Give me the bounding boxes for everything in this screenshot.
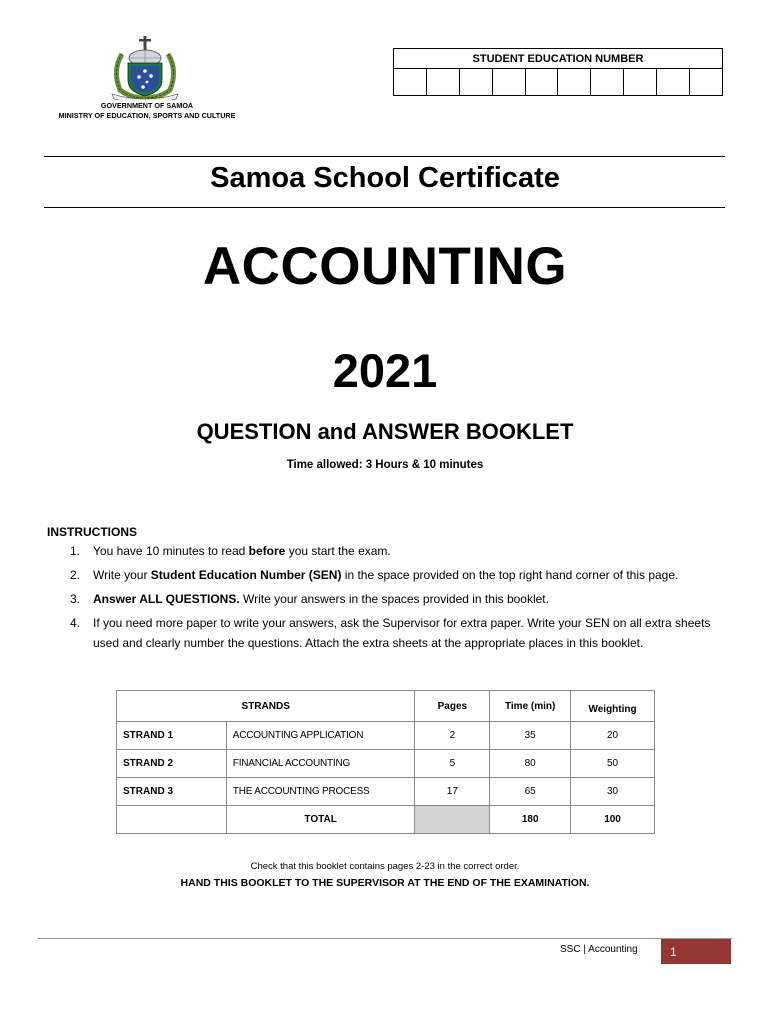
sen-label: STUDENT EDUCATION NUMBER: [394, 49, 723, 69]
footer-divider: [38, 938, 732, 939]
sen-digit-box[interactable]: [657, 69, 690, 96]
header-strands: STRANDS: [117, 691, 415, 722]
instruction-number: 2.: [70, 568, 81, 582]
instruction-emphasis: before: [248, 544, 286, 558]
strand-time: 65: [490, 778, 571, 806]
instruction-run: If you need more paper to write your answers, ask the Supervisor for extra paper. Write your SEN on all extra sheets used and clearly number the questions. Attach the extra sheets at the appropriate places in this booklet.: [93, 616, 711, 650]
strand-id: STRAND 2: [117, 750, 227, 778]
instruction-text: [93, 613, 730, 653]
booklet-title: QUESTION and ANSWER BOOKLET: [196, 419, 574, 444]
sen-digit-row: [394, 69, 723, 96]
divider-bottom: [44, 207, 725, 208]
instruction-number: 1.: [70, 544, 81, 558]
sen-digit-box[interactable]: [459, 69, 492, 96]
page-number: 1: [670, 945, 677, 959]
total-time: 180: [490, 806, 571, 834]
instruction-run: in the space provided on the top right hand corner of this page.: [341, 568, 679, 582]
instruction-text: [93, 565, 730, 585]
strand-weighting: 30: [571, 778, 655, 806]
header-pages: Pages: [415, 691, 490, 722]
student-education-number-box: [393, 48, 723, 96]
instruction-emphasis: Answer ALL QUESTIONS.: [93, 592, 240, 606]
strand-name: FINANCIAL ACCOUNTING: [226, 750, 415, 778]
sen-digit-box[interactable]: [690, 69, 723, 96]
instruction-number: 3.: [70, 592, 81, 606]
ministry-name: MINISTRY OF EDUCATION, SPORTS AND CULTURE: [58, 111, 236, 120]
instruction-item: [70, 589, 730, 609]
check-pages-note: Check that this booklet contains pages 2-23 in the correct order.: [250, 861, 520, 872]
header-weighting: Weighting: [571, 691, 655, 722]
instructions-heading: INSTRUCTIONS: [47, 525, 137, 539]
divider-top: [44, 156, 725, 157]
strand-pages: 2: [415, 722, 490, 750]
strands-table: [116, 690, 655, 834]
instruction-run: You have 10 minutes to read: [93, 544, 249, 558]
empty-cell: [117, 806, 227, 834]
instruction-run: you start the exam.: [285, 544, 391, 558]
table-row: [117, 722, 655, 750]
strand-weighting: 50: [571, 750, 655, 778]
strand-id: STRAND 3: [117, 778, 227, 806]
instruction-item: [70, 613, 730, 653]
header-time: Time (min): [490, 691, 571, 722]
sen-digit-box[interactable]: [558, 69, 591, 96]
total-pages-shaded: [415, 806, 490, 834]
sen-digit-box[interactable]: [492, 69, 525, 96]
strand-weighting: 20: [571, 722, 655, 750]
samoa-coat-of-arms-icon: [106, 36, 184, 100]
table-header-row: [117, 691, 655, 722]
total-label: TOTAL: [226, 806, 415, 834]
instruction-number: 4.: [70, 616, 81, 630]
hand-in-note: HAND THIS BOOKLET TO THE SUPERVISOR AT THE END OF THE EXAMINATION.: [180, 877, 590, 889]
subject-title: ACCOUNTING: [202, 237, 568, 296]
strand-id: STRAND 1: [117, 722, 227, 750]
strand-pages: 5: [415, 750, 490, 778]
strand-name: THE ACCOUNTING PROCESS: [226, 778, 415, 806]
strand-name: ACCOUNTING APPLICATION: [226, 722, 415, 750]
strand-pages: 17: [415, 778, 490, 806]
table-row: [117, 778, 655, 806]
table-total-row: [117, 806, 655, 834]
sen-digit-box[interactable]: [591, 69, 624, 96]
sen-digit-box[interactable]: [426, 69, 459, 96]
time-allowed: Time allowed: 3 Hours & 10 minutes: [286, 459, 484, 471]
instruction-item: [70, 565, 730, 585]
instruction-text: [93, 589, 730, 609]
government-name: GOVERNMENT OF SAMOA: [100, 101, 194, 110]
sen-digit-box[interactable]: [525, 69, 558, 96]
instruction-text: [93, 541, 730, 561]
footer-label: SSC | Accounting: [560, 944, 638, 955]
sen-digit-box[interactable]: [394, 69, 427, 96]
strand-time: 80: [490, 750, 571, 778]
strand-time: 35: [490, 722, 571, 750]
table-row: [117, 750, 655, 778]
exam-year: 2021: [332, 344, 438, 397]
instruction-emphasis: Student Education Number (SEN): [150, 568, 342, 582]
instruction-item: [70, 541, 730, 561]
sen-digit-box[interactable]: [624, 69, 657, 96]
instruction-run: Write your: [93, 568, 151, 582]
instruction-run: Write your answers in the spaces provided in this booklet.: [239, 592, 549, 606]
total-weighting: 100: [571, 806, 655, 834]
certificate-title: Samoa School Certificate: [210, 162, 560, 194]
